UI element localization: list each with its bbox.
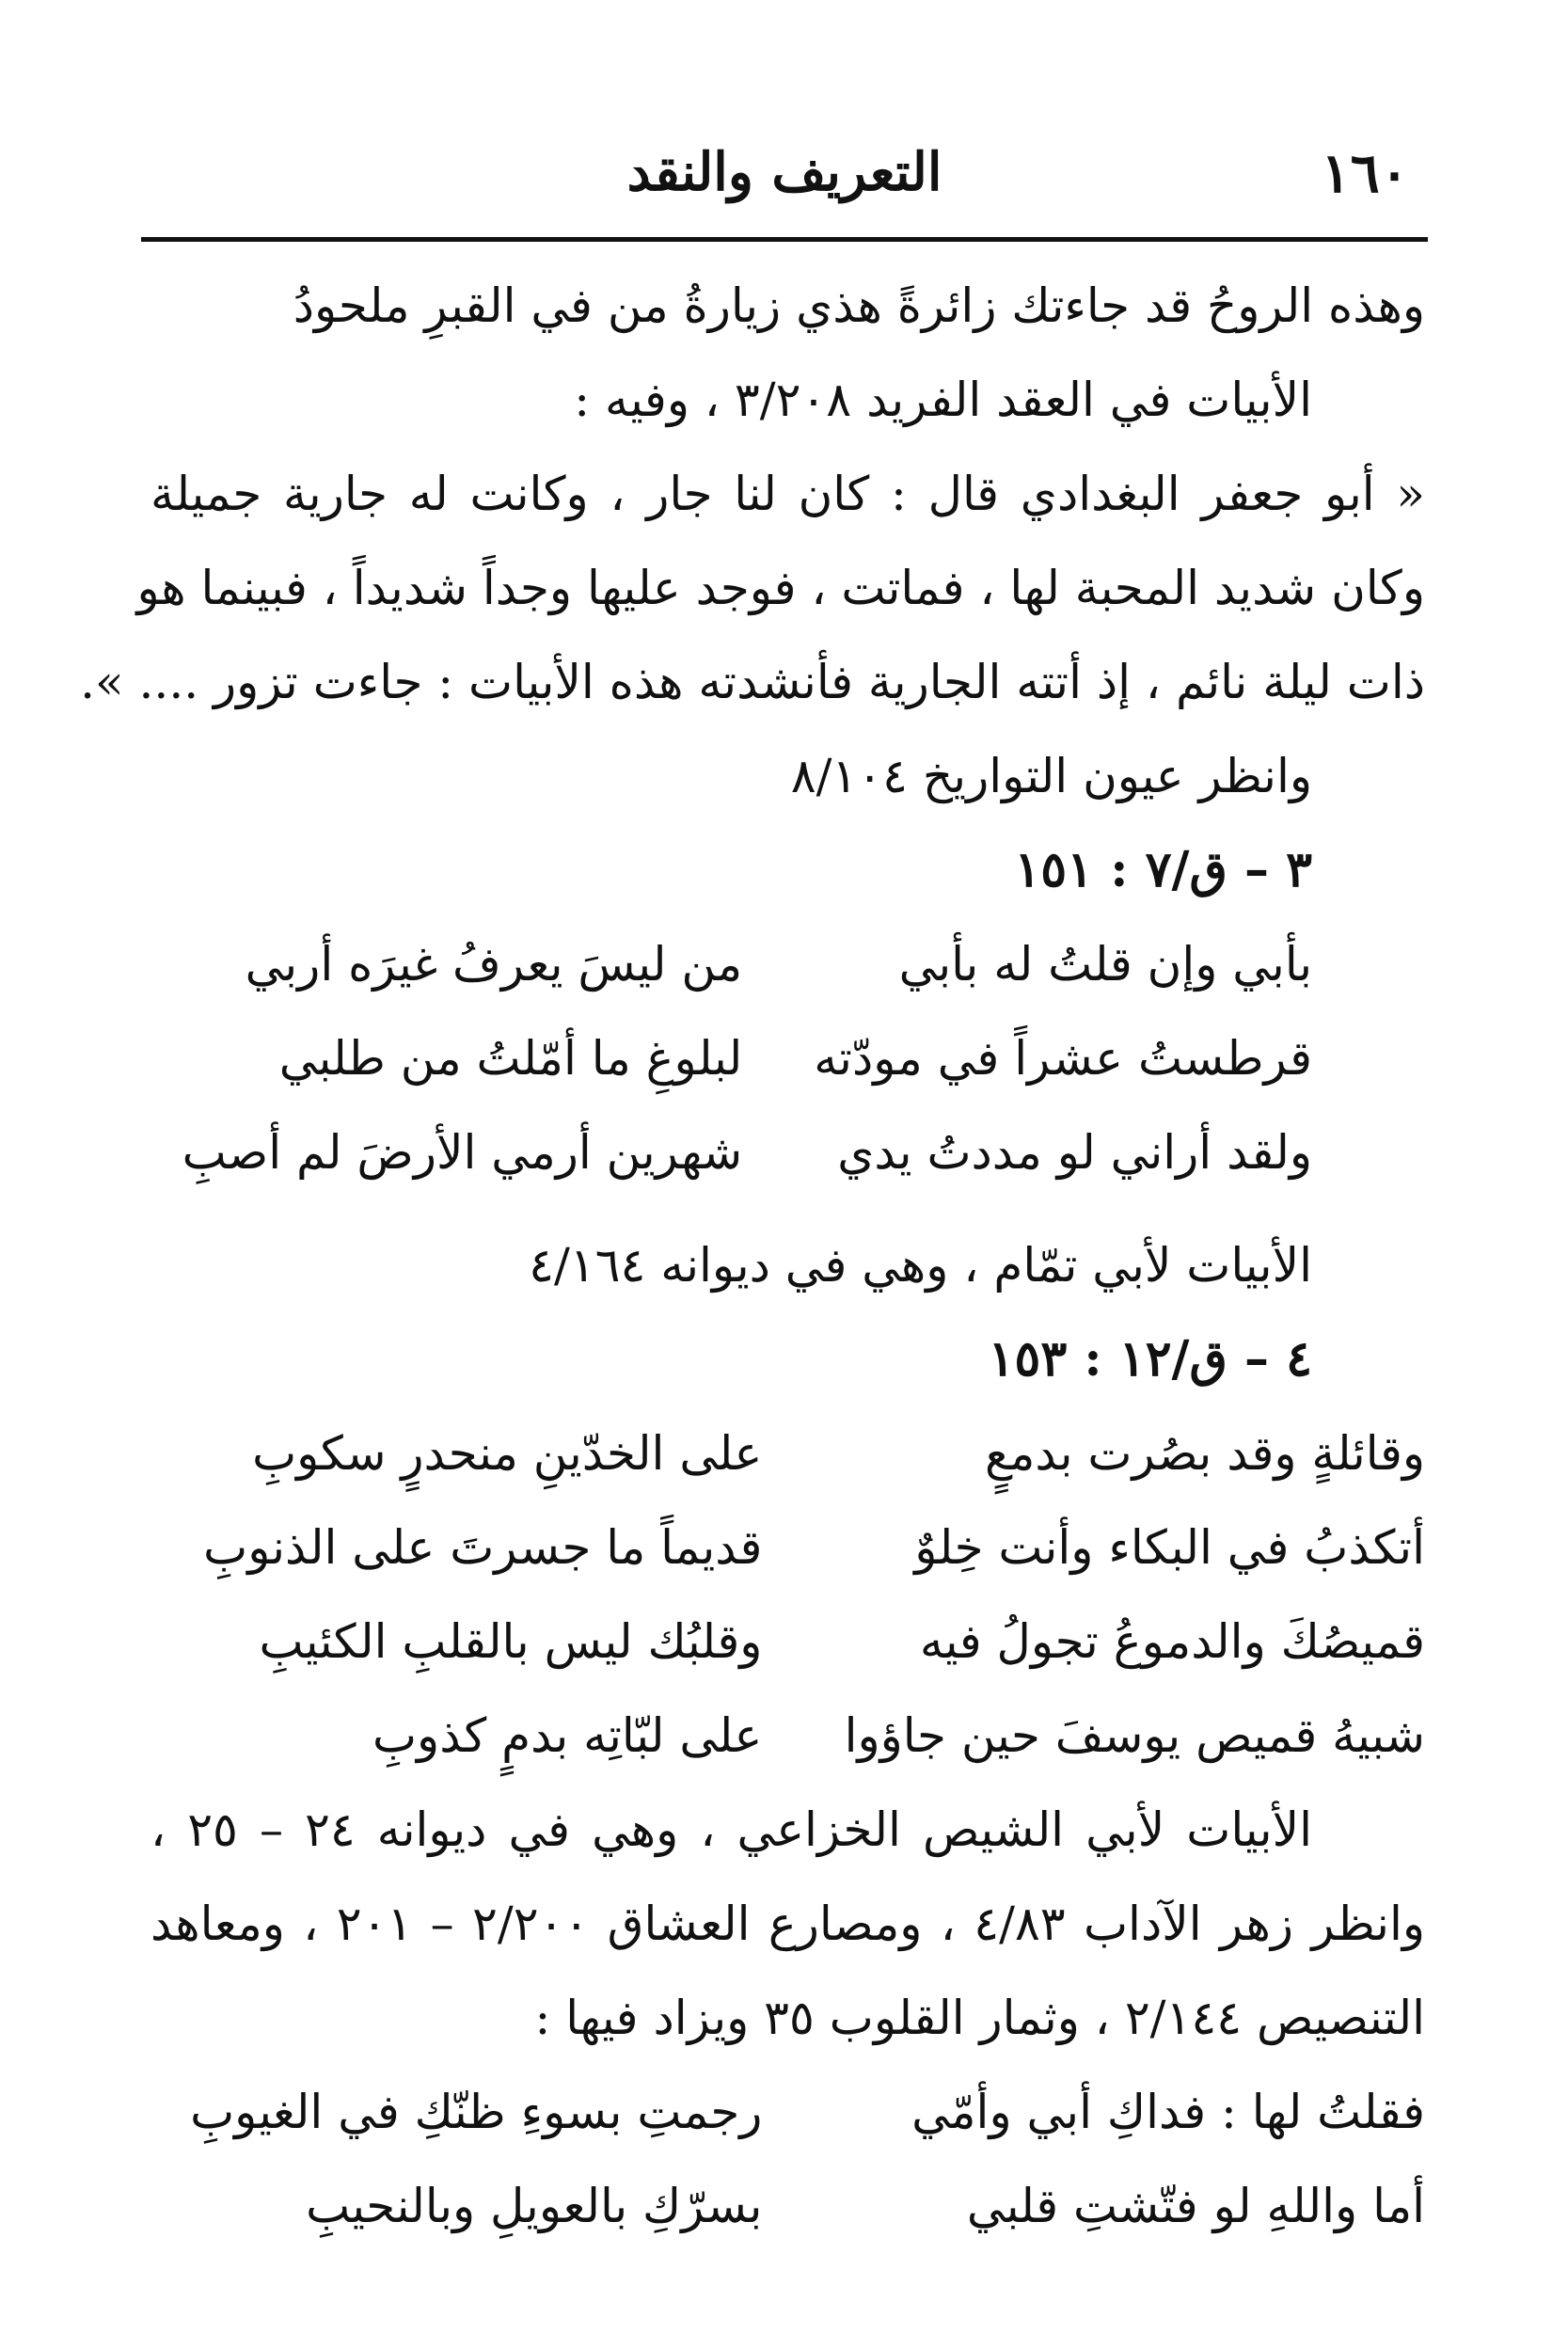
paragraph-line: وكان شديد المحبة لها ، فماتت ، فوجد عليها وجداً شديداً ، فبينما هو xyxy=(136,561,1425,615)
paragraph-line: وانظر عيون التواريخ ٨/١٠٤ xyxy=(790,749,1312,803)
paragraph-line: الأبيات في العقد الفريد ٣/٢٠٨ ، وفيه : xyxy=(574,373,1312,427)
source-note-line: التنصيص ٢/١٤٤ ، وثمار القلوب ٣٥ ويزاد فيها : xyxy=(534,1991,1425,2045)
paragraph-line: « أبو جعفر البغدادي قال : كان لنا جار ، وكانت له جارية جميلة xyxy=(150,467,1425,521)
verse-first-hemistich: ولقد أراني لو مددتُ يدي xyxy=(837,1125,1312,1180)
page-header xyxy=(141,141,1428,226)
verse-first-hemistich: قميصُكَ والدموعُ تجولُ فيه xyxy=(919,1614,1425,1669)
verse-second-hemistich: على لبّاتِه بدمٍ كذوبِ xyxy=(372,1708,763,1763)
opening-verse xyxy=(150,259,1425,353)
verse-first-hemistich: وهذه الروحُ قد جاءتك زائرةً هذي زيارةُ من في القبرِ ملحودُ xyxy=(293,278,1425,333)
verse-second-hemistich: قديماً ما جسرتَ على الذنوبِ xyxy=(203,1520,763,1575)
verse-line xyxy=(150,1105,1425,1199)
verse-first-hemistich: شبيهُ قميص يوسفَ حين جاؤوا xyxy=(844,1708,1425,1763)
verse-second-hemistich: من ليسَ يعرفُ غيرَه أربي xyxy=(245,937,743,992)
source-note-line: وانظر زهر الآداب ٤/٨٣ ، ومصارع العشاق ٢/٢٠٠ – ٢٠١ ، ومعاهد xyxy=(150,1897,1425,1951)
verse-line xyxy=(150,1406,1425,1500)
section-heading-3: ٣ – ق/٧ : ١٥١ xyxy=(1014,841,1312,898)
verse-second-hemistich: على الخدّينِ منحدرٍ سكوبِ xyxy=(252,1426,763,1481)
running-title: التعريف والنقد xyxy=(626,141,942,203)
verse-first-hemistich: أما واللهِ لو فتّشتِ قلبي xyxy=(966,2179,1425,2233)
verse-second-hemistich: لبلوغِ ما أمّلتُ من طلبي xyxy=(278,1031,743,1086)
verse-first-hemistich: فقلتُ لها : فداكِ أبي وأمّي xyxy=(911,2085,1425,2139)
paragraph-line: ذات ليلة نائم ، إذ أتته الجارية فأنشدته هذه الأبيات : جاءت تزور .... ». xyxy=(80,655,1425,709)
verse-line xyxy=(150,2159,1425,2253)
verse-second-hemistich: شهرين أرمي الأرضَ لم أصبِ xyxy=(182,1125,743,1180)
source-note-line: الأبيات لأبي الشيص الخزاعي ، وهي في ديوانه ٢٤ – ٢٥ ، xyxy=(150,1802,1312,1857)
page-number: ١٦٠ xyxy=(1321,141,1409,205)
verse-second-hemistich: بسرّكِ بالعويلِ وبالنحيبِ xyxy=(306,2179,763,2233)
verse-first-hemistich: أتكذبُ في البكاء وأنت خِلوٌ xyxy=(914,1520,1425,1575)
verse-second-hemistich: وقلبُك ليس بالقلبِ الكئيبِ xyxy=(259,1614,763,1669)
spacer xyxy=(150,1199,1425,1218)
verse-line xyxy=(150,1011,1425,1105)
verse-first-hemistich: وقائلةٍ وقد بصُرت بدمعٍ xyxy=(984,1426,1425,1481)
page-body xyxy=(80,259,1425,2253)
verse-second-hemistich: رجمتِ بسوءِ ظنّكِ في الغيوبِ xyxy=(190,2085,763,2139)
verse-line xyxy=(150,1595,1425,1689)
verse-line xyxy=(150,2065,1425,2159)
section-heading-4: ٤ – ق/١٢ : ١٥٣ xyxy=(988,1330,1312,1388)
verse-line xyxy=(150,1500,1425,1595)
verse-first-hemistich: بأبي وإن قلتُ له بأبي xyxy=(898,937,1312,992)
verse-line xyxy=(150,1689,1425,1783)
header-rule xyxy=(141,237,1428,242)
verse-first-hemistich: قرطستُ عشراً في مودّته xyxy=(814,1031,1312,1086)
verse-line xyxy=(150,917,1425,1011)
source-note: الأبيات لأبي تمّام ، وهي في ديوانه ٤/١٦٤ xyxy=(529,1238,1312,1293)
